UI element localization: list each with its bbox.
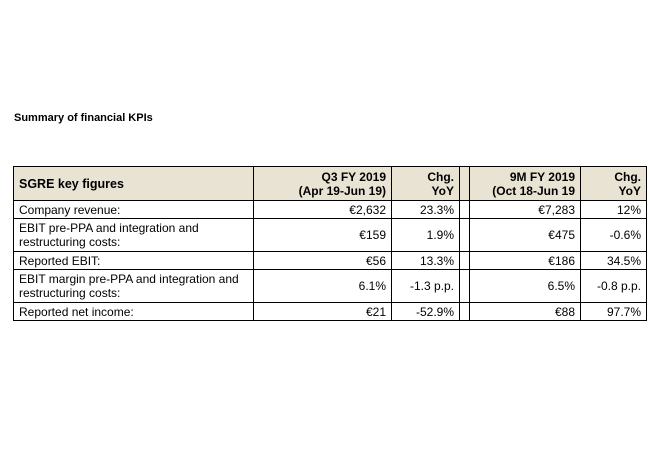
row-label: EBIT pre-PPA and integration and restructuring costs: xyxy=(14,219,254,252)
9m-value: €7,283 xyxy=(470,201,581,219)
spacer-cell xyxy=(460,303,470,321)
spacer-cell xyxy=(460,219,470,252)
header-spacer xyxy=(460,167,470,201)
q3-value: €159 xyxy=(254,219,392,252)
spacer-cell xyxy=(460,252,470,270)
9m-change: 12% xyxy=(581,201,647,219)
row-label: EBIT margin pre-PPA and integration and restructuring costs: xyxy=(14,270,254,303)
header-q3-change-yoy: Chg. YoY xyxy=(392,167,460,201)
table-row xyxy=(14,303,647,321)
table-row xyxy=(14,219,647,252)
9m-change: 97.7% xyxy=(581,303,647,321)
9m-change: -0.8 p.p. xyxy=(581,270,647,303)
header-9m-change-yoy: Chg. YoY xyxy=(581,167,647,201)
9m-value: €186 xyxy=(470,252,581,270)
spacer-cell xyxy=(460,201,470,219)
table-row xyxy=(14,252,647,270)
page-title: Summary of financial KPIs xyxy=(14,112,153,124)
kpi-table xyxy=(13,166,647,321)
row-label: Reported EBIT: xyxy=(14,252,254,270)
q3-change: -52.9% xyxy=(392,303,460,321)
header-9m-fy-2019: 9M FY 2019 (Oct 18-Jun 19 xyxy=(470,167,581,201)
row-label: Reported net income: xyxy=(14,303,254,321)
q3-change: 23.3% xyxy=(392,201,460,219)
table-row xyxy=(14,270,647,303)
9m-value: €88 xyxy=(470,303,581,321)
9m-change: 34.5% xyxy=(581,252,647,270)
table-header-row xyxy=(14,167,647,201)
q3-value: €2,632 xyxy=(254,201,392,219)
9m-value: 6.5% xyxy=(470,270,581,303)
header-q3-fy-2019: Q3 FY 2019 (Apr 19-Jun 19) xyxy=(254,167,392,201)
q3-value: 6.1% xyxy=(254,270,392,303)
header-sgre-key-figures: SGRE key figures xyxy=(14,167,254,201)
q3-change: 1.9% xyxy=(392,219,460,252)
9m-change: -0.6% xyxy=(581,219,647,252)
spacer-cell xyxy=(460,270,470,303)
table-row xyxy=(14,201,647,219)
q3-value: €21 xyxy=(254,303,392,321)
9m-value: €475 xyxy=(470,219,581,252)
q3-value: €56 xyxy=(254,252,392,270)
row-label: Company revenue: xyxy=(14,201,254,219)
q3-change: 13.3% xyxy=(392,252,460,270)
q3-change: -1.3 p.p. xyxy=(392,270,460,303)
